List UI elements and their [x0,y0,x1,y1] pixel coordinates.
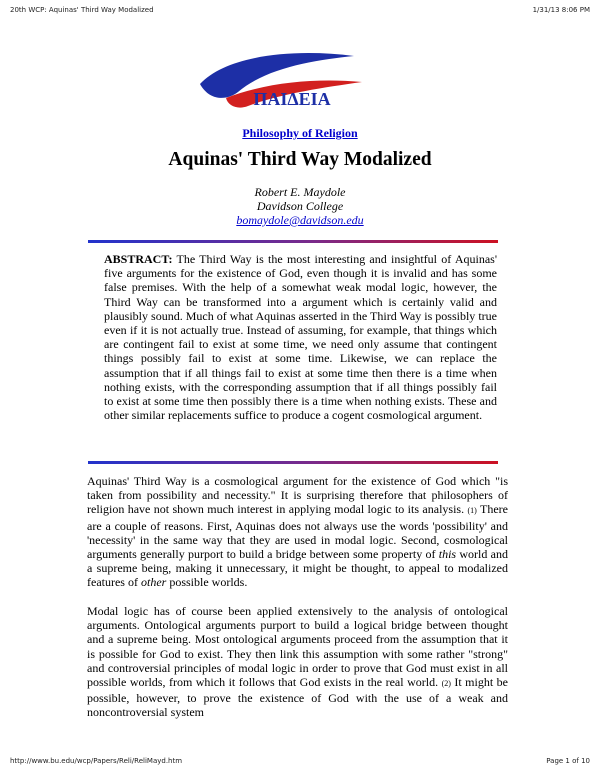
divider-bottom [88,461,498,464]
section-link-philosophy-of-religion[interactable]: Philosophy of Religion [242,126,358,140]
print-header-title: 20th WCP: Aquinas' Third Way Modalized [10,6,154,14]
print-header-datetime: 1/31/13 8:06 PM [532,6,590,14]
paragraph-text: Aquinas' Third Way is a cosmological argument for the existence of God which "is taken from possibility and necessity." It is surprising therefore that philosophers of religion have not shown much interest in applying modal logic to its analysis. [87,474,508,517]
abstract-label: ABSTRACT: [104,252,173,266]
body-paragraph-2 [87,604,508,720]
footnote-link-1[interactable]: (1) [467,506,477,516]
abstract-text: The Third Way is the most interesting and insightful of Aquinas' five arguments for the existence of God, even though it is invalid and has some false premises. With the help of a somewhat weak modal logic, however, the Third Way can be transformed into a argument which is certainly valid and plausibly sound. Much of what Aquinas asserted in the Third Way is possibly true even if it is not actually true. Instead of assuming, for example, that things which are contingent fail to exist at some time, we need only assume that contingent things possibly fail to exist at some time. Likewise, we can replace the assumption that if all things fail to exist at some time then there is a time when nothing exists, with the corresponding assumption that if all things possibly fail to exist at some time then possibly there is a time when nothing exists. These and other similar replacements suffice to produce a cogent cosmological argument. [104,252,497,423]
page-title: Aquinas' Third Way Modalized [168,149,432,170]
paragraph-text: Modal logic has of course been applied extensively to the analysis of ontological arguments. Ontological arguments purport to build a logical bridge between thought and a supreme being. Most ontological arguments proceed from the assumption that it is possible for God to exist. They then link this assumption with some rather "strong" and controversial principles of modal logic in order to prove that God must exist in all possible worlds, from which it follows that God exists in the real world. [87,604,508,690]
paragraph-text: possible worlds. [169,575,248,590]
author-email-link[interactable]: bomaydole@davidson.edu [236,213,364,227]
paragraph-text: There are a couple of reasons. First, Aquinas does not always use the words 'possibility' and 'necessity' in the same way that they are used in modal logic. Second, cosmological arguments generally purport to build a bridge between some property of [87,502,508,562]
paragraph-text: world and a supreme being, making it unnecessary, it might be thought, to appeal to modalized features of [87,547,508,590]
divider-top [88,240,498,243]
print-footer-url: http://www.bu.edu/wcp/Papers/Reli/ReliMayd.htm [10,757,183,765]
logo-text: ΠΑΙΔΕΙΑ [253,89,331,109]
body-paragraph-1 [87,474,508,590]
author-affiliation: Davidson College [256,199,344,213]
footnote-link-2[interactable]: (2) [441,679,451,689]
abstract [104,252,497,422]
emphasis-this: this [438,547,457,562]
paideia-logo [196,48,366,118]
author-name: Robert E. Maydole [254,185,346,199]
emphasis-other: other [140,575,167,590]
print-footer-page-number: Page 1 of 10 [546,757,590,765]
author-byline [0,185,600,227]
paragraph-text: It might be possible, however, to prove the existence of God with the use of a weak and noncontroversial system [87,675,508,720]
